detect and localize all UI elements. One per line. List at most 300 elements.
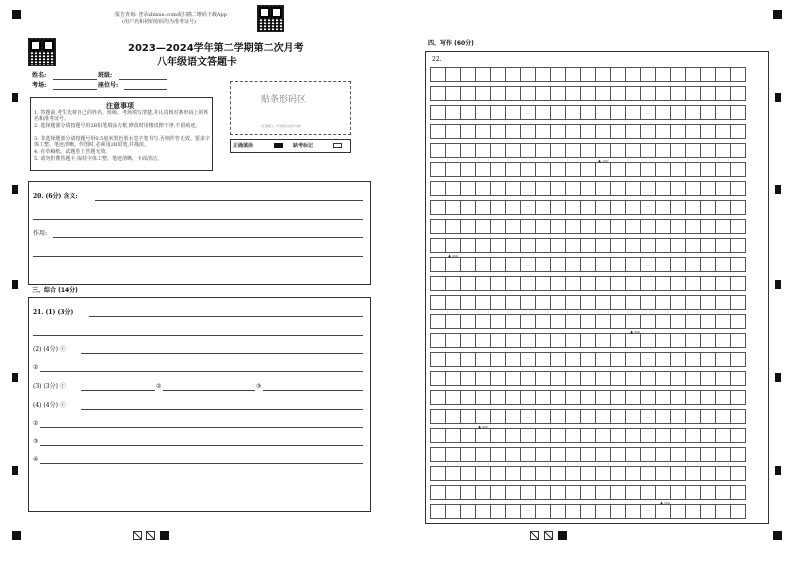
grid-cell[interactable] — [580, 200, 596, 215]
grid-cell[interactable] — [565, 428, 581, 443]
grid-cell[interactable] — [670, 67, 686, 82]
grid-cell[interactable] — [595, 333, 611, 348]
grid-cell[interactable] — [430, 409, 446, 424]
grid-cell[interactable] — [565, 276, 581, 291]
grid-cell[interactable] — [550, 67, 566, 82]
grid-cell[interactable] — [685, 181, 701, 196]
grid-cell[interactable] — [640, 333, 656, 348]
grid-cell[interactable] — [565, 447, 581, 462]
grid-cell[interactable] — [490, 333, 506, 348]
grid-cell[interactable] — [715, 504, 731, 519]
grid-cell[interactable] — [475, 219, 491, 234]
grid-cell[interactable] — [730, 276, 746, 291]
grid-cell[interactable] — [550, 257, 566, 272]
grid-cell[interactable] — [625, 504, 641, 519]
grid-cell[interactable] — [490, 504, 506, 519]
grid-cell[interactable] — [685, 371, 701, 386]
grid-cell[interactable] — [625, 485, 641, 500]
grid-cell[interactable] — [475, 181, 491, 196]
grid-cell[interactable] — [625, 219, 641, 234]
grid-cell[interactable] — [730, 143, 746, 158]
grid-cell[interactable] — [445, 504, 461, 519]
grid-cell[interactable] — [445, 295, 461, 310]
grid-cell[interactable] — [655, 219, 671, 234]
grid-cell[interactable] — [430, 162, 446, 177]
grid-cell[interactable] — [505, 314, 521, 329]
grid-cell[interactable] — [475, 295, 491, 310]
grid-cell[interactable] — [475, 257, 491, 272]
grid-cell[interactable] — [715, 466, 731, 481]
grid-cell[interactable] — [520, 447, 536, 462]
grid-cell[interactable] — [625, 200, 641, 215]
grid-cell[interactable] — [685, 447, 701, 462]
grid-cell[interactable] — [700, 428, 716, 443]
grid-cell[interactable] — [670, 219, 686, 234]
grid-cell[interactable] — [730, 447, 746, 462]
grid-cell[interactable] — [460, 219, 476, 234]
grid-cell[interactable] — [640, 219, 656, 234]
grid-cell[interactable] — [670, 333, 686, 348]
grid-cell[interactable] — [445, 276, 461, 291]
grid-cell[interactable] — [610, 314, 626, 329]
grid-cell[interactable] — [640, 295, 656, 310]
grid-cell[interactable] — [595, 143, 611, 158]
grid-cell[interactable] — [670, 124, 686, 139]
grid-cell[interactable] — [520, 143, 536, 158]
grid-cell[interactable] — [490, 409, 506, 424]
grid-cell[interactable] — [550, 485, 566, 500]
grid-cell[interactable] — [520, 200, 536, 215]
grid-cell[interactable] — [595, 466, 611, 481]
q21-part4-line-3[interactable] — [40, 445, 363, 446]
grid-cell[interactable] — [505, 181, 521, 196]
grid-cell[interactable] — [445, 86, 461, 101]
grid-cell[interactable] — [640, 428, 656, 443]
grid-cell[interactable] — [520, 257, 536, 272]
q20-meaning-line[interactable] — [95, 200, 363, 201]
grid-cell[interactable] — [460, 371, 476, 386]
grid-cell[interactable] — [670, 504, 686, 519]
grid-cell[interactable] — [685, 105, 701, 120]
grid-cell[interactable] — [505, 105, 521, 120]
grid-cell[interactable] — [430, 390, 446, 405]
grid-cell[interactable] — [550, 86, 566, 101]
grid-cell[interactable] — [715, 181, 731, 196]
grid-cell[interactable] — [715, 485, 731, 500]
grid-cell[interactable] — [715, 352, 731, 367]
grid-cell[interactable] — [700, 504, 716, 519]
grid-cell[interactable] — [430, 257, 446, 272]
grid-cell[interactable] — [625, 314, 641, 329]
grid-cell[interactable] — [730, 86, 746, 101]
grid-cell[interactable] — [640, 504, 656, 519]
grid-cell[interactable] — [550, 504, 566, 519]
grid-cell[interactable] — [445, 162, 461, 177]
grid-cell[interactable] — [670, 181, 686, 196]
grid-cell[interactable] — [535, 409, 551, 424]
grid-cell[interactable] — [580, 67, 596, 82]
grid-cell[interactable] — [565, 238, 581, 253]
grid-cell[interactable] — [700, 67, 716, 82]
grid-cell[interactable] — [640, 371, 656, 386]
grid-cell[interactable] — [430, 485, 446, 500]
grid-cell[interactable] — [730, 466, 746, 481]
grid-cell[interactable] — [670, 352, 686, 367]
grid-cell[interactable] — [730, 162, 746, 177]
grid-cell[interactable] — [430, 447, 446, 462]
grid-cell[interactable] — [700, 447, 716, 462]
grid-cell[interactable] — [475, 105, 491, 120]
grid-cell[interactable] — [535, 143, 551, 158]
grid-cell[interactable] — [550, 428, 566, 443]
grid-cell[interactable] — [490, 200, 506, 215]
grid-cell[interactable] — [520, 504, 536, 519]
grid-cell[interactable] — [490, 219, 506, 234]
grid-cell[interactable] — [505, 295, 521, 310]
grid-cell[interactable] — [490, 295, 506, 310]
grid-cell[interactable] — [715, 200, 731, 215]
grid-cell[interactable] — [685, 276, 701, 291]
grid-cell[interactable] — [475, 447, 491, 462]
grid-cell[interactable] — [625, 333, 641, 348]
grid-cell[interactable] — [730, 333, 746, 348]
grid-cell[interactable] — [715, 447, 731, 462]
grid-cell[interactable] — [700, 181, 716, 196]
grid-cell[interactable] — [580, 314, 596, 329]
grid-cell[interactable] — [715, 219, 731, 234]
grid-cell[interactable] — [655, 409, 671, 424]
grid-cell[interactable] — [730, 238, 746, 253]
grid-cell[interactable] — [610, 352, 626, 367]
grid-cell[interactable] — [580, 390, 596, 405]
grid-cell[interactable] — [655, 200, 671, 215]
grid-cell[interactable] — [670, 143, 686, 158]
grid-cell[interactable] — [460, 162, 476, 177]
grid-cell[interactable] — [460, 238, 476, 253]
grid-cell[interactable] — [490, 143, 506, 158]
grid-cell[interactable] — [700, 143, 716, 158]
grid-cell[interactable] — [640, 390, 656, 405]
grid-cell[interactable] — [655, 390, 671, 405]
grid-cell[interactable] — [595, 485, 611, 500]
grid-cell[interactable] — [595, 409, 611, 424]
grid-cell[interactable] — [445, 219, 461, 234]
grid-cell[interactable] — [625, 67, 641, 82]
q20-line[interactable] — [33, 219, 363, 220]
grid-cell[interactable] — [430, 276, 446, 291]
grid-cell[interactable] — [685, 466, 701, 481]
grid-cell[interactable] — [625, 295, 641, 310]
grid-cell[interactable] — [565, 466, 581, 481]
grid-cell[interactable] — [610, 371, 626, 386]
grid-cell[interactable] — [685, 124, 701, 139]
grid-cell[interactable] — [580, 447, 596, 462]
grid-cell[interactable] — [700, 276, 716, 291]
grid-cell[interactable] — [430, 504, 446, 519]
grid-cell[interactable] — [445, 257, 461, 272]
grid-cell[interactable] — [595, 124, 611, 139]
grid-cell[interactable] — [475, 86, 491, 101]
grid-cell[interactable] — [430, 200, 446, 215]
grid-cell[interactable] — [490, 371, 506, 386]
q21-part4-line-4[interactable] — [40, 463, 363, 464]
grid-cell[interactable] — [490, 257, 506, 272]
grid-cell[interactable] — [610, 181, 626, 196]
grid-cell[interactable] — [700, 124, 716, 139]
grid-cell[interactable] — [445, 485, 461, 500]
grid-cell[interactable] — [625, 390, 641, 405]
grid-cell[interactable] — [535, 276, 551, 291]
grid-cell[interactable] — [670, 295, 686, 310]
grid-cell[interactable] — [610, 200, 626, 215]
grid-cell[interactable] — [460, 124, 476, 139]
grid-cell[interactable] — [625, 124, 641, 139]
grid-cell[interactable] — [445, 333, 461, 348]
grid-cell[interactable] — [610, 504, 626, 519]
grid-cell[interactable] — [610, 105, 626, 120]
q21-part3-line-2[interactable] — [163, 390, 255, 391]
grid-cell[interactable] — [730, 67, 746, 82]
grid-cell[interactable] — [445, 67, 461, 82]
grid-cell[interactable] — [715, 257, 731, 272]
grid-cell[interactable] — [535, 219, 551, 234]
grid-cell[interactable] — [520, 219, 536, 234]
grid-cell[interactable] — [700, 390, 716, 405]
grid-cell[interactable] — [655, 447, 671, 462]
grid-cell[interactable] — [490, 181, 506, 196]
grid-cell[interactable] — [505, 86, 521, 101]
grid-cell[interactable] — [685, 200, 701, 215]
grid-cell[interactable] — [655, 485, 671, 500]
grid-cell[interactable] — [565, 200, 581, 215]
grid-cell[interactable] — [520, 181, 536, 196]
grid-cell[interactable] — [595, 86, 611, 101]
grid-cell[interactable] — [730, 371, 746, 386]
grid-cell[interactable] — [700, 314, 716, 329]
grid-cell[interactable] — [700, 162, 716, 177]
name-field[interactable] — [53, 79, 97, 80]
grid-cell[interactable] — [715, 314, 731, 329]
grid-cell[interactable] — [625, 371, 641, 386]
grid-cell[interactable] — [475, 333, 491, 348]
grid-cell[interactable] — [640, 276, 656, 291]
grid-cell[interactable] — [490, 428, 506, 443]
grid-cell[interactable] — [550, 295, 566, 310]
q21-line[interactable] — [33, 335, 363, 336]
grid-cell[interactable] — [445, 466, 461, 481]
grid-cell[interactable] — [490, 390, 506, 405]
grid-cell[interactable] — [460, 485, 476, 500]
grid-cell[interactable] — [715, 124, 731, 139]
q20-effect-line[interactable] — [53, 237, 363, 238]
grid-cell[interactable] — [505, 143, 521, 158]
grid-cell[interactable] — [655, 105, 671, 120]
grid-cell[interactable] — [625, 143, 641, 158]
grid-cell[interactable] — [655, 257, 671, 272]
grid-cell[interactable] — [685, 162, 701, 177]
grid-cell[interactable] — [595, 67, 611, 82]
grid-cell[interactable] — [430, 143, 446, 158]
grid-cell[interactable] — [535, 352, 551, 367]
grid-cell[interactable] — [535, 504, 551, 519]
grid-cell[interactable] — [565, 124, 581, 139]
grid-cell[interactable] — [535, 181, 551, 196]
grid-cell[interactable] — [535, 485, 551, 500]
grid-cell[interactable] — [505, 257, 521, 272]
grid-cell[interactable] — [550, 352, 566, 367]
grid-cell[interactable] — [625, 257, 641, 272]
grid-cell[interactable] — [715, 390, 731, 405]
grid-cell[interactable] — [685, 314, 701, 329]
grid-cell[interactable] — [535, 314, 551, 329]
grid-cell[interactable] — [565, 333, 581, 348]
q21-part3-line-3[interactable] — [263, 390, 363, 391]
grid-cell[interactable] — [685, 219, 701, 234]
grid-cell[interactable] — [730, 181, 746, 196]
grid-cell[interactable] — [505, 447, 521, 462]
grid-cell[interactable] — [595, 276, 611, 291]
grid-cell[interactable] — [580, 219, 596, 234]
grid-cell[interactable] — [535, 86, 551, 101]
grid-cell[interactable] — [580, 86, 596, 101]
grid-cell[interactable] — [565, 390, 581, 405]
grid-cell[interactable] — [445, 200, 461, 215]
grid-cell[interactable] — [610, 333, 626, 348]
grid-cell[interactable] — [520, 162, 536, 177]
grid-cell[interactable] — [535, 466, 551, 481]
grid-cell[interactable] — [655, 504, 671, 519]
grid-cell[interactable] — [700, 409, 716, 424]
grid-cell[interactable] — [730, 124, 746, 139]
grid-cell[interactable] — [685, 143, 701, 158]
grid-cell[interactable] — [535, 200, 551, 215]
grid-cell[interactable] — [595, 447, 611, 462]
grid-cell[interactable] — [595, 428, 611, 443]
grid-cell[interactable] — [715, 333, 731, 348]
grid-cell[interactable] — [445, 428, 461, 443]
grid-cell[interactable] — [610, 276, 626, 291]
grid-cell[interactable] — [610, 466, 626, 481]
grid-cell[interactable] — [505, 466, 521, 481]
grid-cell[interactable] — [475, 485, 491, 500]
grid-cell[interactable] — [730, 409, 746, 424]
grid-cell[interactable] — [610, 257, 626, 272]
grid-cell[interactable] — [595, 105, 611, 120]
grid-cell[interactable] — [640, 409, 656, 424]
grid-cell[interactable] — [655, 67, 671, 82]
grid-cell[interactable] — [700, 295, 716, 310]
grid-cell[interactable] — [490, 314, 506, 329]
grid-cell[interactable] — [550, 238, 566, 253]
grid-cell[interactable] — [610, 219, 626, 234]
grid-cell[interactable] — [475, 352, 491, 367]
grid-cell[interactable] — [580, 257, 596, 272]
grid-cell[interactable] — [610, 390, 626, 405]
grid-cell[interactable] — [685, 504, 701, 519]
q21-part1-line[interactable] — [89, 316, 363, 317]
grid-cell[interactable] — [445, 124, 461, 139]
grid-cell[interactable] — [685, 238, 701, 253]
grid-cell[interactable] — [715, 428, 731, 443]
grid-cell[interactable] — [730, 105, 746, 120]
grid-cell[interactable] — [625, 466, 641, 481]
grid-cell[interactable] — [670, 428, 686, 443]
grid-cell[interactable] — [685, 257, 701, 272]
grid-cell[interactable] — [715, 143, 731, 158]
grid-cell[interactable] — [505, 238, 521, 253]
grid-cell[interactable] — [610, 409, 626, 424]
grid-cell[interactable] — [730, 295, 746, 310]
grid-cell[interactable] — [550, 390, 566, 405]
grid-cell[interactable] — [730, 390, 746, 405]
grid-cell[interactable] — [550, 371, 566, 386]
grid-cell[interactable] — [655, 466, 671, 481]
grid-cell[interactable] — [445, 409, 461, 424]
grid-cell[interactable] — [580, 333, 596, 348]
grid-cell[interactable] — [565, 181, 581, 196]
grid-cell[interactable] — [565, 105, 581, 120]
grid-cell[interactable] — [565, 257, 581, 272]
grid-cell[interactable] — [430, 105, 446, 120]
grid-cell[interactable] — [685, 428, 701, 443]
grid-cell[interactable] — [565, 162, 581, 177]
grid-cell[interactable] — [625, 86, 641, 101]
grid-cell[interactable] — [430, 124, 446, 139]
grid-cell[interactable] — [625, 276, 641, 291]
grid-cell[interactable] — [475, 409, 491, 424]
grid-cell[interactable] — [490, 238, 506, 253]
grid-cell[interactable] — [670, 276, 686, 291]
grid-cell[interactable] — [520, 409, 536, 424]
grid-cell[interactable] — [580, 295, 596, 310]
grid-cell[interactable] — [580, 466, 596, 481]
grid-cell[interactable] — [595, 390, 611, 405]
grid-cell[interactable] — [730, 200, 746, 215]
grid-cell[interactable] — [655, 143, 671, 158]
grid-cell[interactable] — [670, 86, 686, 101]
grid-cell[interactable] — [460, 504, 476, 519]
grid-cell[interactable] — [430, 295, 446, 310]
grid-cell[interactable] — [520, 371, 536, 386]
grid-cell[interactable] — [730, 257, 746, 272]
grid-cell[interactable] — [550, 105, 566, 120]
grid-cell[interactable] — [520, 390, 536, 405]
grid-cell[interactable] — [685, 390, 701, 405]
grid-cell[interactable] — [595, 162, 611, 177]
grid-cell[interactable] — [445, 390, 461, 405]
grid-cell[interactable] — [445, 181, 461, 196]
grid-cell[interactable] — [460, 466, 476, 481]
grid-cell[interactable] — [610, 67, 626, 82]
grid-cell[interactable] — [445, 105, 461, 120]
grid-cell[interactable] — [460, 295, 476, 310]
grid-cell[interactable] — [610, 86, 626, 101]
grid-cell[interactable] — [595, 200, 611, 215]
grid-cell[interactable] — [640, 105, 656, 120]
grid-cell[interactable] — [550, 200, 566, 215]
grid-cell[interactable] — [490, 67, 506, 82]
grid-cell[interactable] — [685, 67, 701, 82]
q21-part2-line-1[interactable] — [81, 353, 363, 354]
grid-cell[interactable] — [490, 276, 506, 291]
grid-cell[interactable] — [580, 276, 596, 291]
grid-cell[interactable] — [655, 352, 671, 367]
grid-cell[interactable] — [430, 466, 446, 481]
grid-cell[interactable] — [700, 238, 716, 253]
grid-cell[interactable] — [460, 428, 476, 443]
grid-cell[interactable] — [715, 105, 731, 120]
grid-cell[interactable] — [610, 143, 626, 158]
